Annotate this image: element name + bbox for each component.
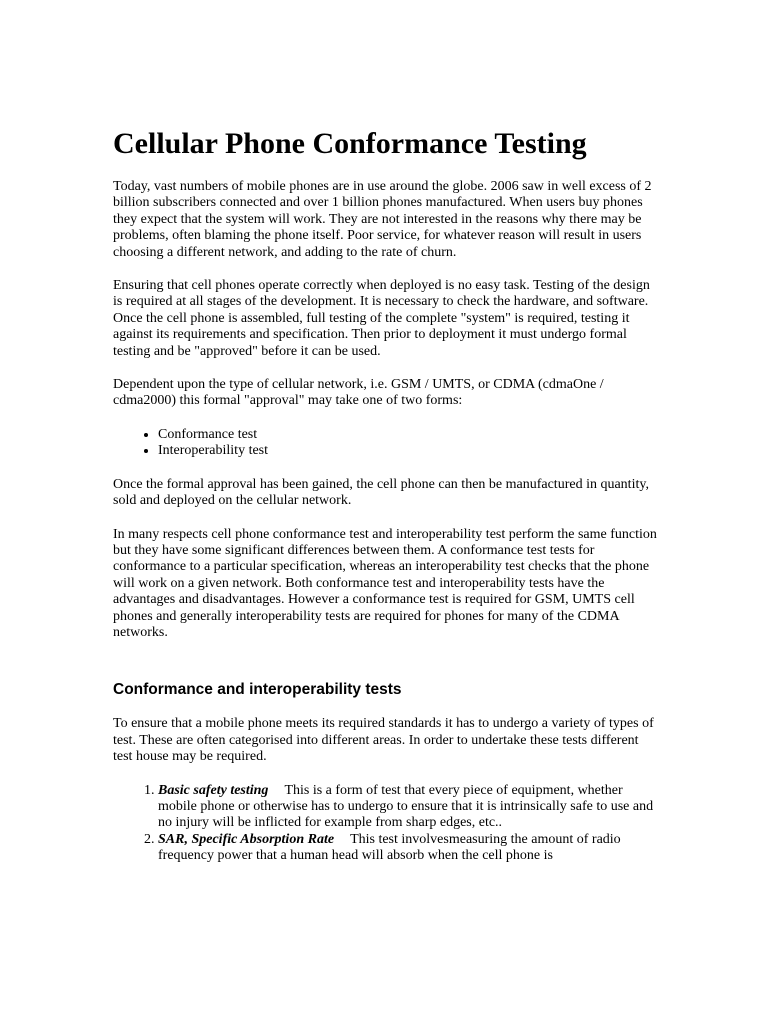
list-item-text: This test involvesmeasuring the amount of radio frequency power that a human head will absorb when the cell phone is	[158, 831, 621, 864]
approval-forms-list	[113, 427, 658, 460]
page-title: Cellular Phone Conformance Testing	[113, 127, 587, 160]
approval-paragraph: Dependent upon the type of cellular network, i.e. GSM / UMTS, or CDMA (cdmaOne / cdma2000) this formal "approval" may take one of two forms:	[113, 377, 604, 409]
test-types-list	[113, 783, 658, 865]
comparison-paragraph: In many respects cell phone conformance test and interoperability test perform the same function but they have some significant differences between them. A conformance test tests for conformance to a particular specification, whereas an interoperability test checks that the phone will work on a given network. Both conformance test and interoperability tests have the advantages and disadvantages. However a conformance test is required for GSM, UMTS cell phones and generally interoperability tests are required for phones for many of the CDMA networks.	[113, 526, 657, 640]
testing-paragraph: Ensuring that cell phones operate correctly when deployed is no easy task. Testing of the design is required at all stages of the development. It is necessary to check the hardware, and software. Once the cell phone is assembled, full testing of the complete "system" is required, testing it against its requirements and specification. Then prior to deployment it must undergo formal testing and be "approved" before it can be used.	[113, 278, 650, 359]
intro-paragraph: Today, vast numbers of mobile phones are in use around the globe. 2006 saw in well excess of 2 billion subscribers connected and over 1 billion phones manufactured. When users buy phones they expect that the system will work. They are not interested in the reasons why there may be problems, often blaming the phone itself. Poor service, for whatever reason will result in users choosing a different network, and adding to the rate of churn.	[113, 179, 652, 260]
list-item	[158, 783, 658, 832]
document-page	[113, 126, 658, 865]
list-item	[158, 832, 658, 865]
test-types-paragraph: To ensure that a mobile phone meets its required standards it has to undergo a variety of types of test. These are often categorised into different areas. In order to undertake these tests different test house may be required.	[113, 716, 654, 765]
list-item: • Conformance test	[158, 427, 658, 443]
section-heading: Conformance and interoperability tests	[113, 681, 402, 699]
manufacture-paragraph: Once the formal approval has been gained, the cell phone can then be manufactured in quantity, sold and deployed on the cellular network.	[113, 476, 649, 509]
list-item: • Interoperability test	[158, 443, 658, 459]
list-item-text: This is a form of test that every piece of equipment, whether mobile phone or otherwise has to undergo to ensure that it is intrinsically safe to use and no injury will be inflicted for example from sharp edges, etc..	[158, 782, 654, 831]
list-item-term: Basic safety testing	[158, 782, 269, 798]
list-item-term: SAR, Specific Absorption Rate	[158, 831, 335, 847]
